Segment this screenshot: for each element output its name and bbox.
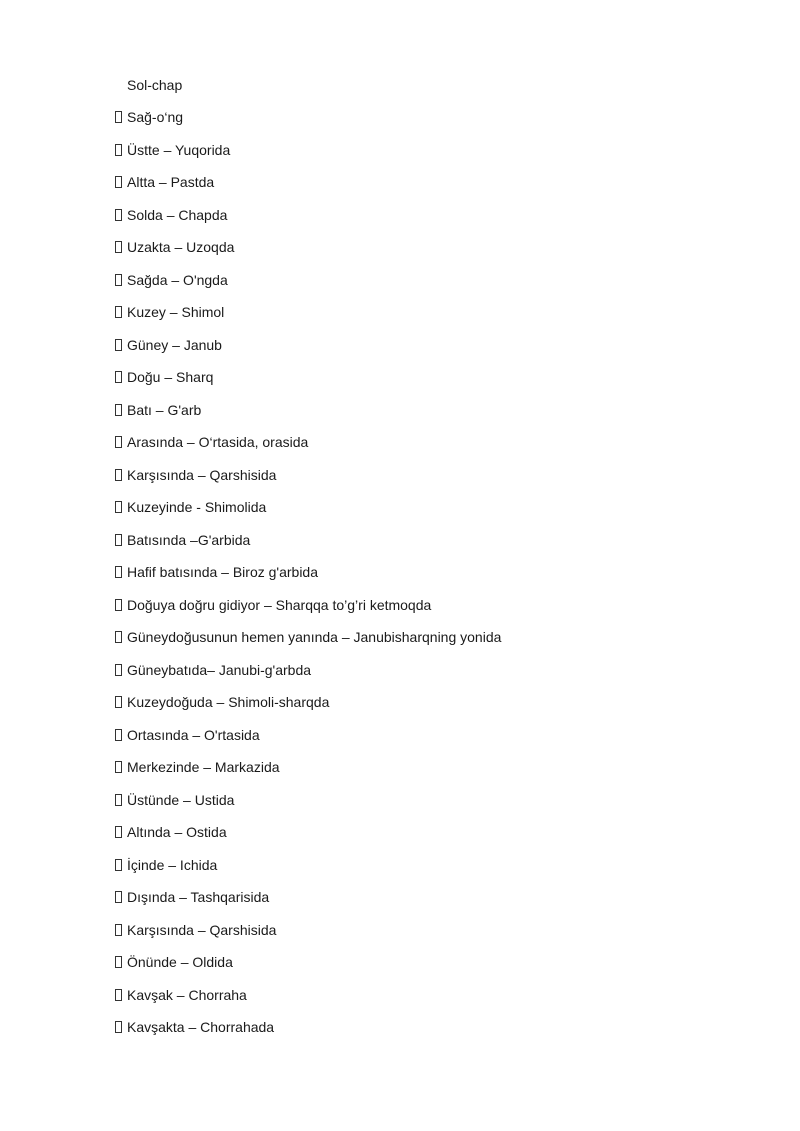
- list-item-text: Kavşak – Chorraha: [127, 986, 247, 1003]
- bullet-icon: [115, 176, 122, 188]
- list-item: [115, 661, 501, 694]
- list-item-text: Güneydoğusunun hemen yanında – Janubisharqning yonida: [127, 629, 502, 645]
- list-item: [115, 628, 501, 661]
- list-item: [115, 141, 501, 174]
- list-item: [115, 1018, 501, 1051]
- bullet-icon: [115, 566, 122, 578]
- bullet-icon: [115, 339, 122, 351]
- list-item-text: Dışında – Tashqarisida: [127, 889, 270, 905]
- list-item-text: Batı – G'arb: [127, 401, 202, 418]
- first-line: Sol-chap: [127, 77, 183, 93]
- list-item: [115, 238, 501, 271]
- list-item: [115, 206, 501, 239]
- list-item: [115, 108, 501, 141]
- list-item-text: Güney – Janub: [127, 336, 222, 353]
- list-item: [115, 693, 501, 726]
- list-item-text: Kavşakta – Chorrahada: [127, 1019, 275, 1035]
- bullet-icon: [115, 826, 122, 838]
- list-item: [115, 758, 501, 791]
- list-item: [115, 953, 501, 986]
- list-item: [115, 173, 501, 206]
- bullet-icon: [115, 664, 122, 676]
- list-item-text: Önünde – Oldida: [127, 954, 233, 970]
- list-item: [115, 921, 501, 954]
- list-item-text: Üstünde – Ustida: [127, 791, 235, 808]
- list-item-text: Merkezinde – Markazida: [127, 759, 280, 775]
- bullet-icon: [115, 631, 122, 643]
- bullet-icon: [115, 371, 122, 383]
- bullet-icon: [115, 144, 122, 156]
- vocabulary-list: [115, 108, 501, 1051]
- bullet-icon: [115, 241, 122, 253]
- list-item: [115, 336, 501, 369]
- bullet-icon: [115, 306, 122, 318]
- bullet-icon: [115, 404, 122, 416]
- bullet-icon: [115, 924, 122, 936]
- list-item: [115, 531, 501, 564]
- list-item-text: Doğu – Sharq: [127, 369, 214, 385]
- list-item: [115, 498, 501, 531]
- list-item: [115, 986, 501, 1019]
- list-item-text: Karşısında – Qarshisida: [127, 466, 277, 483]
- list-item-text: Arasında – O‘rtasida, orasida: [127, 434, 309, 450]
- list-item-text: Doğuya doğru gidiyor – Sharqqa to’g’ri ketmoqda: [127, 596, 432, 613]
- bullet-icon: [115, 956, 122, 968]
- list-item-text: Altında – Ostida: [127, 824, 227, 840]
- list-item: [115, 401, 501, 434]
- bullet-icon: [115, 501, 122, 513]
- bullet-icon: [115, 274, 122, 286]
- list-item-text: İçinde – Ichida: [127, 856, 218, 873]
- list-item: [115, 596, 501, 629]
- bullet-icon: [115, 761, 122, 773]
- list-item-text: Kuzeyinde - Shimolida: [127, 499, 267, 515]
- list-item: [115, 563, 501, 596]
- list-item-text: Üstte – Yuqorida: [127, 141, 231, 158]
- bullet-icon: [115, 209, 122, 221]
- bullet-icon: [115, 469, 122, 481]
- list-item: [115, 466, 501, 499]
- list-item: [115, 823, 501, 856]
- bullet-icon: [115, 436, 122, 448]
- list-item-text: Batısında –G'arbida: [127, 531, 251, 548]
- list-item-text: Kuzeydoğuda – Shimoli-sharqda: [127, 694, 330, 710]
- bullet-icon: [115, 111, 122, 123]
- list-item-text: Sağ-o‘ng: [127, 109, 184, 125]
- list-item-text: Sağda – O'ngda: [127, 271, 228, 288]
- bullet-icon: [115, 1021, 122, 1033]
- list-item: [115, 433, 501, 466]
- list-item: [115, 791, 501, 824]
- list-item-text: Karşısında – Qarshisida: [127, 921, 277, 938]
- list-item-text: Hafif batısında – Biroz g'arbida: [127, 564, 319, 580]
- bullet-icon: [115, 891, 122, 903]
- bullet-icon: [115, 859, 122, 871]
- list-item-text: Solda – Chapda: [127, 206, 228, 223]
- bullet-icon: [115, 534, 122, 546]
- list-item: [115, 856, 501, 889]
- bullet-icon: [115, 794, 122, 806]
- list-item: [115, 271, 501, 304]
- list-item: [115, 303, 501, 336]
- bullet-icon: [115, 599, 122, 611]
- list-item: [115, 726, 501, 759]
- list-item-text: Güneybatıda– Janubi-g'arbda: [127, 661, 312, 678]
- bullet-icon: [115, 989, 122, 1001]
- list-item-text: Uzakta – Uzoqda: [127, 239, 235, 255]
- list-item: [115, 368, 501, 401]
- bullet-icon: [115, 729, 122, 741]
- bullet-icon: [115, 696, 122, 708]
- list-item-text: Ortasında – O'rtasida: [127, 726, 260, 743]
- list-item-text: Altta – Pastda: [127, 174, 215, 190]
- list-item: [115, 888, 501, 921]
- list-item-text: Kuzey – Shimol: [127, 304, 225, 320]
